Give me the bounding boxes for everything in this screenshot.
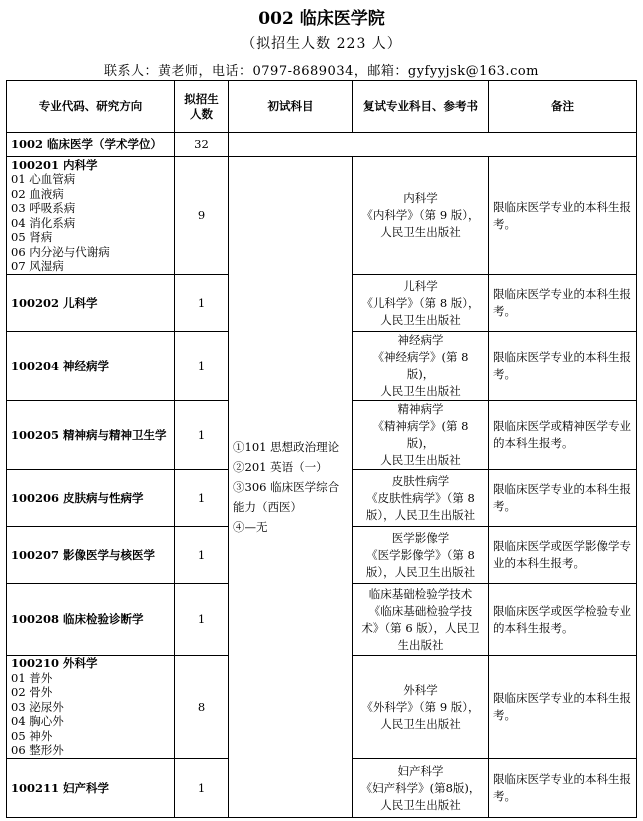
book-line: 精神病学 — [397, 402, 444, 416]
count-cell: 1 — [175, 332, 229, 401]
exam-subject: ②201 英语（一） — [233, 460, 328, 474]
book-line: 临床基础检验学技术 — [368, 586, 473, 601]
book-line: 版），人民卫生出版社 — [365, 507, 476, 522]
direction-item: 03 泌尿外 — [11, 699, 64, 714]
book-cell — [353, 656, 489, 759]
book-line: 人民卫生出版社 — [380, 797, 461, 812]
book-line: 外科学 — [403, 682, 438, 697]
exam-subject: ①101 思想政治理论 — [233, 440, 340, 454]
book-line: 术》（第 6 版），人民卫 — [361, 620, 480, 635]
book-line: 儿科学 — [403, 278, 438, 293]
note-cell: 限临床医学专业的本科生报考。 — [489, 759, 637, 818]
book-line: 皮肤性病学 — [391, 473, 450, 488]
book-line: 《儿科学》（第 8 版）， — [361, 295, 480, 310]
page-title: 002 临床医学院 — [258, 9, 385, 29]
table-row — [7, 157, 637, 275]
book-cell — [353, 584, 489, 656]
summary-row — [7, 133, 637, 157]
major-title: 100207 影像医学与核医学 — [11, 547, 156, 562]
direction-item: 07 风湿病 — [11, 259, 64, 273]
header-count: 拟招生人数 — [175, 81, 229, 133]
count-cell: 1 — [175, 401, 229, 470]
major-cell — [7, 584, 175, 656]
major-title: 100205 精神病与精神卫生学 — [11, 427, 167, 442]
count-cell: 9 — [175, 157, 229, 275]
book-line: 《医学影像学》（第 8 — [366, 547, 475, 562]
book-line: 妇产科学 — [397, 763, 444, 778]
major-cell — [7, 275, 175, 332]
direction-item: 05 神外 — [11, 728, 53, 743]
count-cell: 1 — [175, 470, 229, 527]
header-major: 专业代码、研究方向 — [7, 81, 175, 133]
book-line: 《外科学》（第 9 版）， — [361, 699, 480, 714]
direction-item: 06 内分泌与代谢病 — [11, 244, 110, 259]
major-title: 100202 儿科学 — [11, 295, 98, 310]
direction-item: 04 胸心外 — [11, 714, 64, 729]
note-cell: 限临床医学专业的本科生报考。 — [489, 656, 637, 759]
contact-info: 联系人：黄老师，电话：0797-8689034，邮箱：gyfyyjsk@163.com — [104, 64, 539, 79]
book-line: 生出版社 — [397, 637, 444, 652]
book-line: 《妇产科学》(第8版)， — [360, 780, 481, 795]
major-cell — [7, 157, 175, 275]
note-cell: 限临床医学专业的本科生报考。 — [489, 332, 637, 401]
major-title: 100211 妇产科学 — [11, 780, 110, 795]
note-cell: 限临床医学或医学检验专业的本科生报考。 — [489, 584, 637, 656]
count-cell: 1 — [175, 275, 229, 332]
book-line: 《精神病学》(第 8 版)， — [372, 419, 469, 450]
book-line: 人民卫生出版社 — [380, 716, 461, 731]
major-title: 100208 临床检验诊断学 — [11, 612, 144, 627]
direction-item: 04 消化系病 — [11, 215, 76, 230]
header-retest: 复试专业科目、参考书 — [353, 81, 489, 133]
book-line: 人民卫生出版社 — [380, 384, 461, 398]
book-cell — [353, 332, 489, 401]
major-cell — [7, 759, 175, 818]
note-cell: 限临床医学专业的本科生报考。 — [489, 157, 637, 275]
book-line: 《临床基础检验学技 — [368, 603, 473, 618]
book-cell — [353, 470, 489, 527]
direction-item: 05 肾病 — [11, 230, 53, 244]
count-cell: 1 — [175, 584, 229, 656]
book-line: 人民卫生出版社 — [380, 453, 461, 467]
book-line: 人民卫生出版社 — [380, 225, 461, 239]
major-title: 100206 皮肤病与性病学 — [11, 490, 144, 505]
book-line: 《神经病学》(第 8 版)， — [372, 350, 469, 381]
count-cell: 1 — [175, 527, 229, 584]
count-cell: 1 — [175, 759, 229, 818]
book-line: 医学影像学 — [391, 530, 450, 545]
admission-table — [6, 80, 637, 818]
summary-count: 32 — [175, 133, 229, 157]
exam-subjects-cell — [229, 157, 353, 818]
major-cell — [7, 470, 175, 527]
major-title: 100210 外科学 — [11, 656, 98, 671]
book-cell — [353, 401, 489, 470]
count-cell: 8 — [175, 656, 229, 759]
summary-major: 1002 临床医学（学术学位） — [7, 133, 175, 157]
enroll-count: （拟招生人数 223 人） — [241, 36, 402, 52]
direction-item: 03 呼吸系病 — [11, 201, 76, 215]
direction-item: 02 骨外 — [11, 685, 53, 700]
major-title: 100201 内科学 — [11, 157, 98, 172]
book-cell — [353, 527, 489, 584]
direction-item: 01 心血管病 — [11, 172, 76, 186]
exam-subject: ④—无 — [233, 520, 268, 534]
book-cell — [353, 759, 489, 818]
major-title: 100204 神经病学 — [11, 358, 110, 373]
book-line: 内科学 — [403, 191, 438, 205]
direction-item: 02 血液病 — [11, 186, 64, 201]
major-cell — [7, 656, 175, 759]
header-note: 备注 — [489, 81, 637, 133]
book-line: 版），人民卫生出版社 — [365, 564, 476, 579]
note-cell: 限临床医学或精神医学专业的本科生报考。 — [489, 401, 637, 470]
note-cell: 限临床医学专业的本科生报考。 — [489, 470, 637, 527]
book-line: 神经病学 — [397, 333, 444, 347]
note-cell: 限临床医学专业的本科生报考。 — [489, 275, 637, 332]
book-line: 人民卫生出版社 — [380, 312, 461, 327]
book-cell — [353, 275, 489, 332]
table-header-row — [7, 81, 637, 133]
direction-item: 06 整形外 — [11, 743, 64, 758]
exam-subject: ③306 临床医学综合能力（西医） — [233, 480, 340, 514]
book-line: 《皮肤性病学》（第 8 — [366, 490, 475, 505]
book-cell — [353, 157, 489, 275]
note-cell: 限临床医学或医学影像学专业的本科生报考。 — [489, 527, 637, 584]
major-cell — [7, 401, 175, 470]
major-cell — [7, 527, 175, 584]
direction-item: 01 普外 — [11, 670, 53, 685]
header-exam: 初试科目 — [229, 81, 353, 133]
major-cell — [7, 332, 175, 401]
book-line: 《内科学》（第 9 版）， — [361, 208, 480, 222]
